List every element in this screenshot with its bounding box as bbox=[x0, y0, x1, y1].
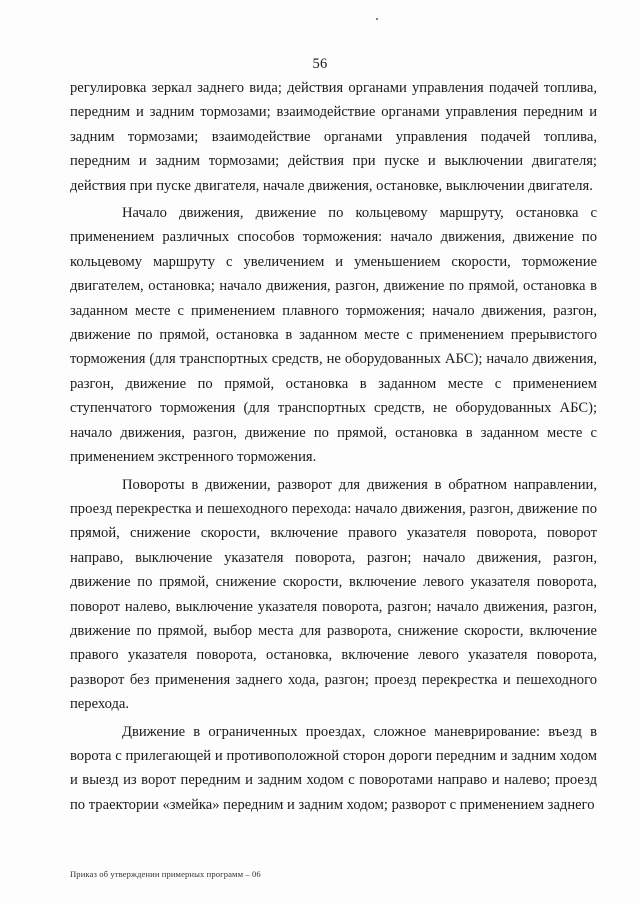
paragraph-controls: регулировка зеркал заднего вида; действия органами управления подачей топлива, передним и задним тормозами; взаимодействие органами управления передним и задним тормозами; взаимодействие органами управления подачей топлива, передним и задним тормозами; действия при пуске и выключении двигателя; действия при пуске двигателя, начале движения, остановке, выключении двигателя. bbox=[70, 80, 597, 194]
page-footer: Приказ об утверждении примерных программ – 06 bbox=[70, 869, 261, 879]
paragraph-restricted-passages: Движение в ограниченных проездах, сложное маневрирование: въезд в ворота с прилегающей и противоположной сторон дороги передним и задним ходом и выезд из ворот передним и задним ходом с поворотами направо и налево; проезд по траектории «змейка» передним и задним ходом; разворот с применением заднего bbox=[70, 723, 597, 813]
paragraph-start-braking: Начало движения, движение по кольцевому маршруту, остановка с применением различных способов торможения: начало движения, движение по кольцевому маршруту с увеличением и уменьшением скорости, торможение двигателем, остановка; начало движения, разгон, движение по прямой, остановка в заданном месте с применением плавного торможения; начало движения, разгон, движение по прямой, остановка в заданном месте с применением прерывистого торможения (для транспортных средств, не оборудованных АБС); начало движения, разгон, движение по прямой, остановка в заданном месте с применением ступенчатого торможения (для транспортных средств, не оборудованных АБС); начало движения, разгон, движение по прямой, остановка в заданном месте с применением экстренного торможения. bbox=[70, 205, 597, 466]
paragraph-turns-reversal: Повороты в движении, разворот для движения в обратном направлении, проезд перекрестка и пешеходного перехода: начало движения, разгон, движение по прямой, снижение скорости, включение правого указателя поворота, поворот направо, выключение указателя поворота, разгон; начало движения, разгон, движение по прямой, снижение скорости, включение левого указателя поворота, поворот налево, выключение указателя поворота, разгон; начало движения, разгон, движение по прямой, выбор места для разворота, снижение скорости, включение правого указателя поворота, остановка, включение левого указателя поворота, разворот без применения заднего хода, разгон; проезд перекрестка и пешеходного перехода. bbox=[70, 476, 597, 713]
page-number: 56 bbox=[312, 56, 328, 72]
scan-artifact-dot bbox=[376, 18, 378, 20]
body-text bbox=[70, 76, 597, 820]
